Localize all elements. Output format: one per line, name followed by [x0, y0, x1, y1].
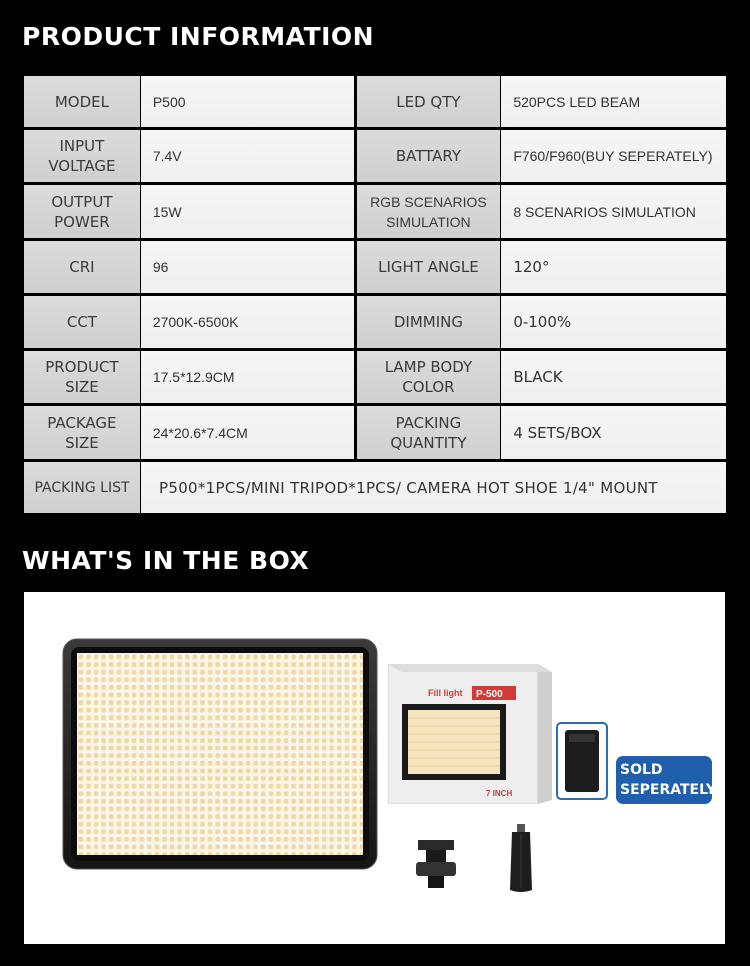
- spec-row: [24, 351, 726, 403]
- battery-label: BATTARY: [357, 130, 501, 182]
- package-size-label: PACKAGE SIZE: [24, 406, 140, 459]
- gift-box-brand: Fill light: [428, 688, 463, 698]
- hot-shoe-mount-image: [412, 836, 460, 890]
- sold-separately-badge: [616, 756, 716, 804]
- spec-table: [24, 76, 726, 516]
- gift-box-size: 7 INCH: [486, 789, 513, 798]
- spec-row: [24, 185, 726, 238]
- mini-tripod-image: [504, 824, 538, 894]
- output-power-value: 15W: [141, 185, 354, 238]
- gift-box-model: P-500: [476, 689, 503, 700]
- product-size-label: PRODUCT SIZE: [24, 351, 140, 403]
- led-qty-value: 520PCS LED BEAM: [501, 76, 726, 127]
- cri-value: 96: [141, 241, 354, 293]
- cct-value: 2700K-6500K: [141, 296, 354, 348]
- led-panel-light-image: [62, 638, 378, 870]
- packing-quantity-label: PACKING QUANTITY: [357, 406, 501, 459]
- dimming-value: 0-100%: [501, 296, 726, 348]
- cct-label: CCT: [24, 296, 140, 348]
- product-information-title: PRODUCT INFORMATION: [22, 22, 375, 51]
- input-voltage-value: 7.4V: [141, 130, 354, 182]
- rgb-scenarios-label: RGB SCENARIOS SIMULATION: [357, 185, 501, 238]
- battery-value: F760/F960(BUY SEPERATELY): [501, 130, 726, 182]
- led-qty-label: LED QTY: [357, 76, 501, 127]
- sold-badge-line-2: SEPERATELY: [620, 782, 716, 798]
- model-label: MODEL: [24, 76, 140, 127]
- packing-quantity-value: 4 SETS/BOX: [501, 406, 726, 459]
- spec-row: [24, 462, 726, 513]
- packing-list-label: PACKING LIST: [24, 462, 140, 513]
- cri-label: CRI: [24, 241, 140, 293]
- rgb-scenarios-value: 8 SCENARIOS SIMULATION: [501, 185, 726, 238]
- light-angle-value: 120°: [501, 241, 726, 293]
- model-value: P500: [141, 76, 354, 127]
- output-power-label: OUTPUT POWER: [24, 185, 140, 238]
- box-contents-panel: [24, 592, 725, 944]
- lamp-body-color-value: BLACK: [501, 351, 726, 403]
- whats-in-the-box-title: WHAT'S IN THE BOX: [22, 546, 310, 575]
- input-voltage-label: INPUT VOLTAGE: [24, 130, 140, 182]
- spec-row: [24, 406, 726, 459]
- package-size-value: 24*20.6*7.4CM: [141, 406, 354, 459]
- dimming-label: DIMMING: [357, 296, 501, 348]
- packing-list-value: P500*1PCS/MINI TRIPOD*1PCS/ CAMERA HOT SHOE 1/4" MOUNT: [141, 462, 726, 513]
- spec-row: [24, 241, 726, 293]
- lamp-body-color-label: LAMP BODY COLOR: [357, 351, 501, 403]
- product-size-value: 17.5*12.9CM: [141, 351, 354, 403]
- gift-box-image: [388, 664, 552, 804]
- sold-badge-line-1: SOLD: [620, 762, 663, 778]
- spec-row: [24, 296, 726, 348]
- spec-row: [24, 76, 726, 127]
- battery-image: [556, 722, 608, 800]
- spec-row: [24, 130, 726, 182]
- light-angle-label: LIGHT ANGLE: [357, 241, 501, 293]
